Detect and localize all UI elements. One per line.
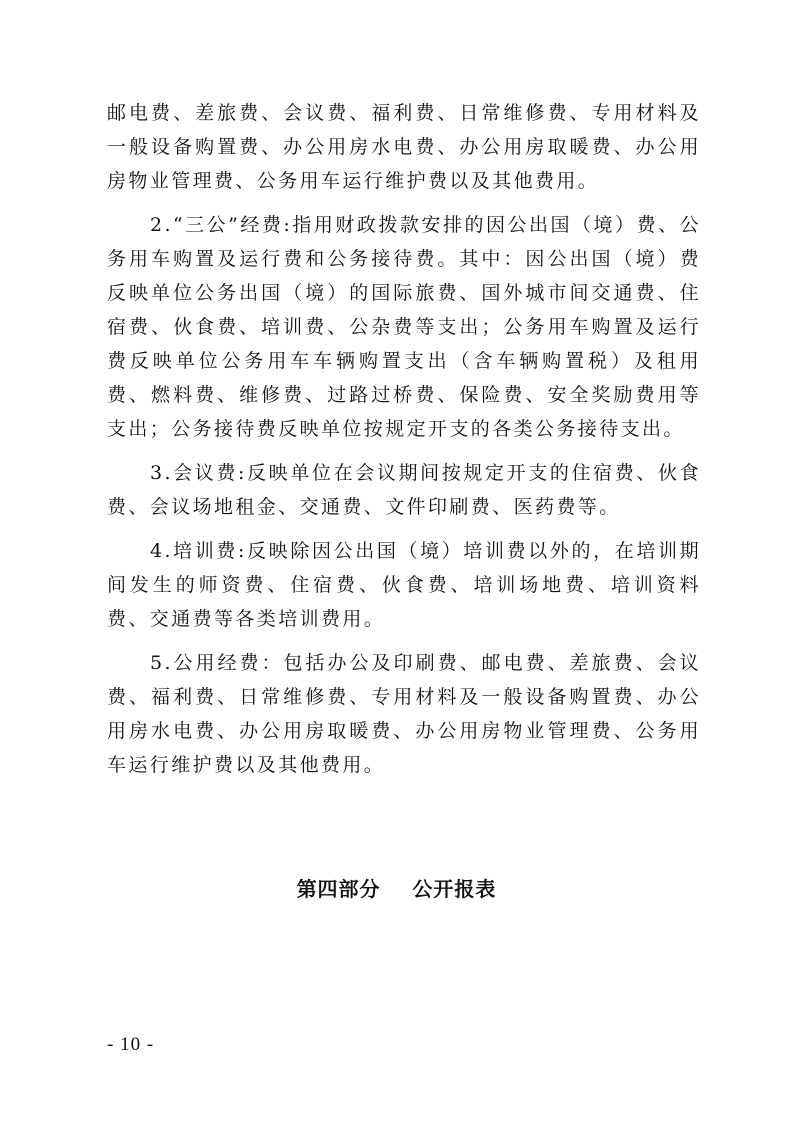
paragraph-training-fees: 4.培训费:反映除因公出国（境）培训费以外的，在培训期间发生的师资费、住宿费、伙食费、培训场地费、培训资料费、交通费等各类培训费用。 [107,540,701,630]
paragraph-public-funds: 5.公用经费：包括办公及印刷费、邮电费、差旅费、会议费、福利费、日常维修费、专用材料及一般设备购置费、办公用房水电费、办公用房取暖费、办公用房物业管理费、公务用车运行维护费以及其他费用。 [107,652,701,776]
section-heading: 第四部分 公开报表 [296,877,497,901]
paragraph-continuation: 邮电费、差旅费、会议费、福利费、日常维修费、专用材料及一般设备购置费、办公用房水电费、办公用房取暖费、办公用房物业管理费、公务用车运行维护费以及其他费用。 [107,102,701,192]
paragraph-three-public-funds: 2.“三公”经费:指用财政拨款安排的因公出国（境）费、公务用车购置及运行费和公务接待费。其中：因公出国（境）费反映单位公务出国（境）的国际旅费、国外城市间交通费、住宿费、伙食费、培训费、公杂费等支出；公务用车购置及运行费反映单位公务用车车辆购置支出（含车辆购置税）及租用费、燃料费、维修费、过路过桥费、保险费、安全奖励费用等支出；公务接待费反映单位按规定开支的各类公务接待支出。 [107,214,701,440]
body-text [107,96,701,792]
page-number: - 10 - [107,1034,155,1055]
paragraph-meeting-fees: 3.会议费:反映单位在会议期间按规定开支的住宿费、伙食费、会议场地租金、交通费、文件印刷费、医药费等。 [107,462,701,518]
